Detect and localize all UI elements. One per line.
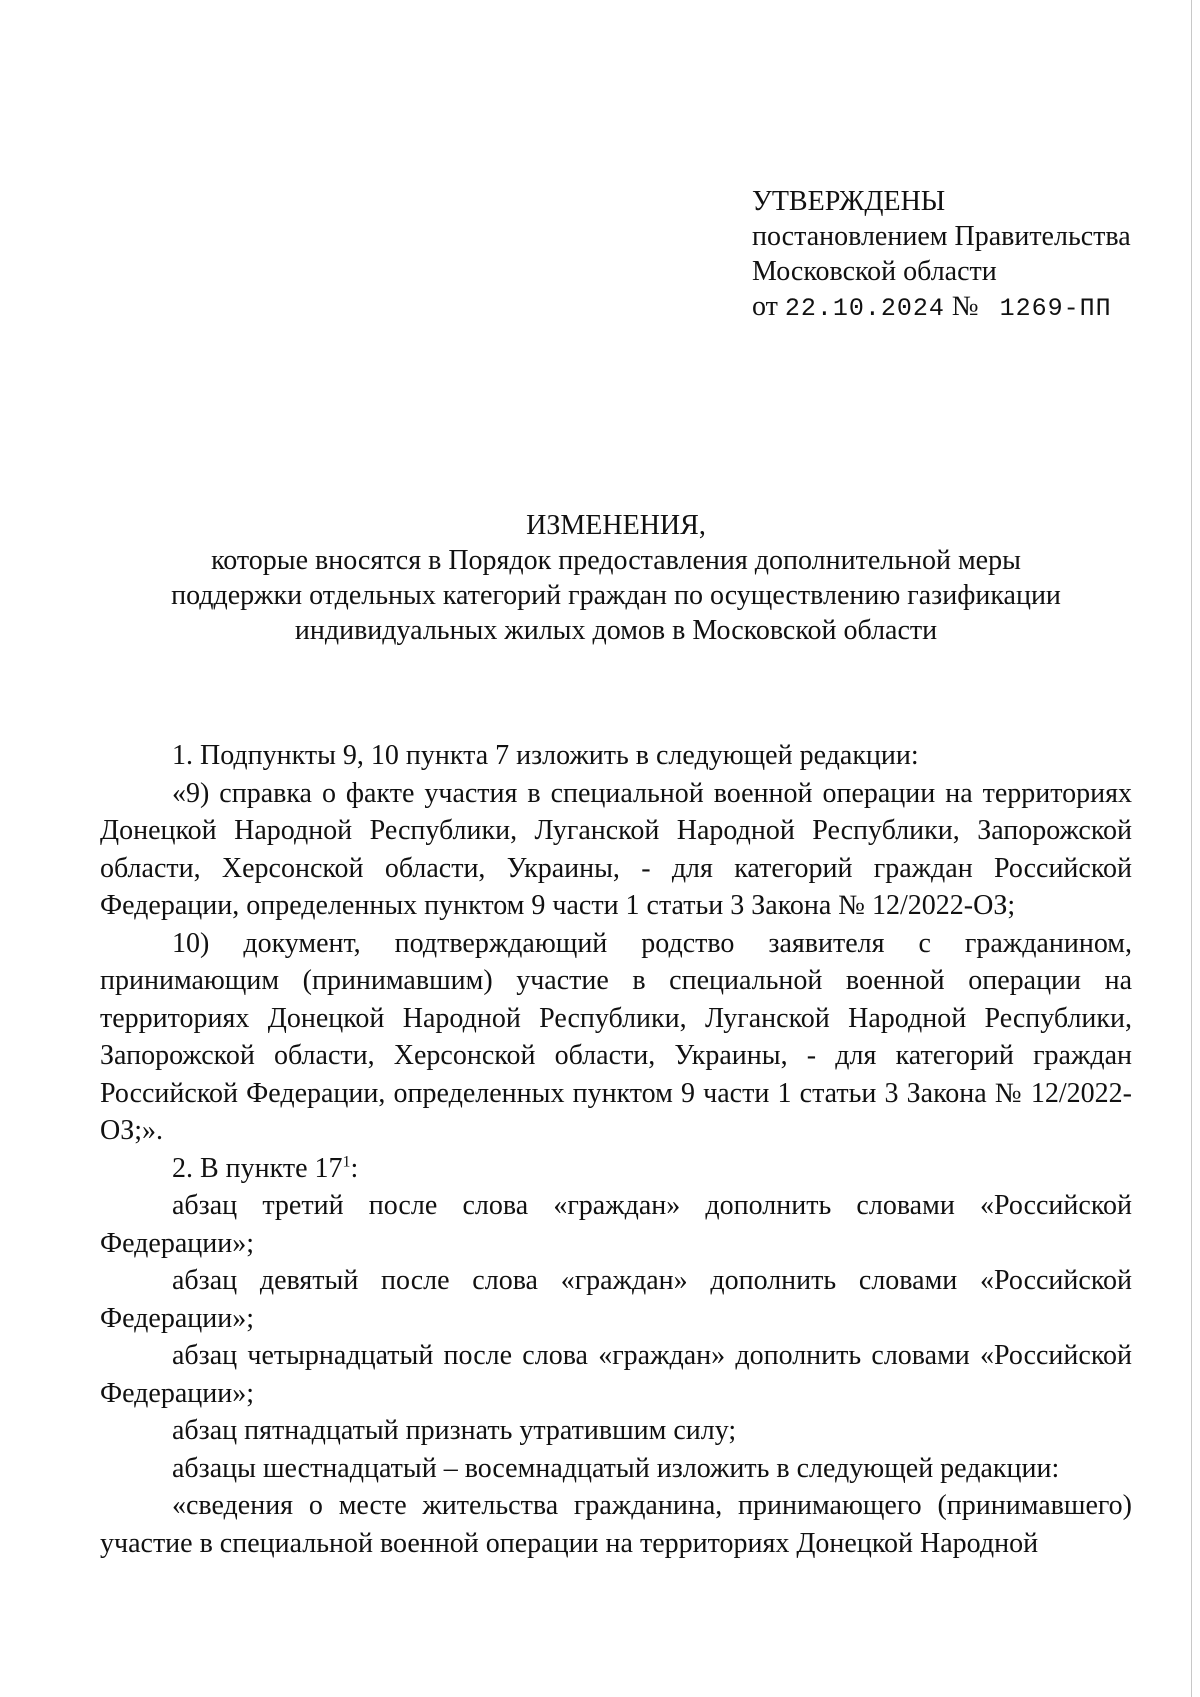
approval-stamp-block (752, 184, 1131, 326)
paragraph-item-1: 1. Подпункты 9, 10 пункта 7 изложить в следующей редакции: (172, 740, 919, 771)
paragraph-abzac-16-18: абзацы шестнадцатый – восемнадцатый изложить в следующей редакции: (172, 1452, 1060, 1484)
paragraph-abzac-3: абзац третий после слова «граждан» дополнить словами «Российской Федерации»; (100, 1190, 1132, 1259)
scan-edge-line (1191, 0, 1192, 1697)
paragraph-quote-start: «сведения о месте жительства гражданина, принимающего (принимавшего) участие в специальной военной операции на территориях Донецкой Народной (100, 1490, 1132, 1559)
paragraph-subitem-10: 10) документ, подтверждающий родство заявителя с гражданином, принимающим (принимавшим) участие в специальной военной операции на территориях Донецкой Народной Республики, Луганской Народной Республики, Запорожской области, Херсонской области, Украины, - для категорий граждан Российской Федерации, определенных пунктом 9 части 1 статьи 3 Закона № 12/2022-ОЗ;». (100, 927, 1132, 1146)
paragraph-abzac-15: абзац пятнадцатый признать утратившим силу; (172, 1415, 737, 1446)
document-subtitle-line-2: поддержки отдельных категорий граждан по осуществлению газификации (171, 580, 1061, 611)
approval-date-line (752, 289, 1131, 326)
paragraph-abzac-9: абзац девятый после слова «граждан» дополнить словами «Российской Федерации»; (100, 1265, 1132, 1334)
document-subtitle-line-3: индивидуальных жилых домов в Московской области (294, 615, 938, 646)
approval-region: Московской области (752, 256, 997, 287)
paragraph-subitem-9: «9) справка о факте участия в специальной военной операции на территориях Донецкой Народной Республики, Луганской Народной Республики, Запорожской области, Херсонской области, Украины, - для категорий граждан Российской Федерации, определенных пунктом 9 части 1 статьи 3 Закона № 12/2022-ОЗ; (100, 777, 1132, 921)
approval-title: УТВЕРЖДЕНЫ (752, 186, 946, 217)
document-title-block (96, 508, 1136, 648)
approval-date: 22.10.2024 (784, 294, 945, 323)
paragraph-item-2-text: 2. В пункте 17 (172, 1152, 343, 1184)
document-heading: ИЗМЕНЕНИЯ, (526, 510, 706, 541)
approval-number-sign: № (951, 291, 979, 322)
document-subtitle-line-1: которые вносятся в Порядок предоставления дополнительной меры (211, 545, 1021, 576)
approval-authority: постановлением Правительства (752, 221, 1131, 252)
paragraph-item-2-superscript: 1 (342, 1153, 351, 1171)
approval-number: 1269-ПП (999, 294, 1112, 323)
paragraph-item-2-colon: : (350, 1152, 359, 1184)
approval-date-prefix: от (752, 291, 778, 322)
paragraph-abzac-14: абзац четырнадцатый после слова «граждан» дополнить словами «Российской Федерации»; (100, 1340, 1132, 1409)
paragraph-item-2 (100, 1150, 1132, 1188)
document-body (100, 737, 1132, 1562)
